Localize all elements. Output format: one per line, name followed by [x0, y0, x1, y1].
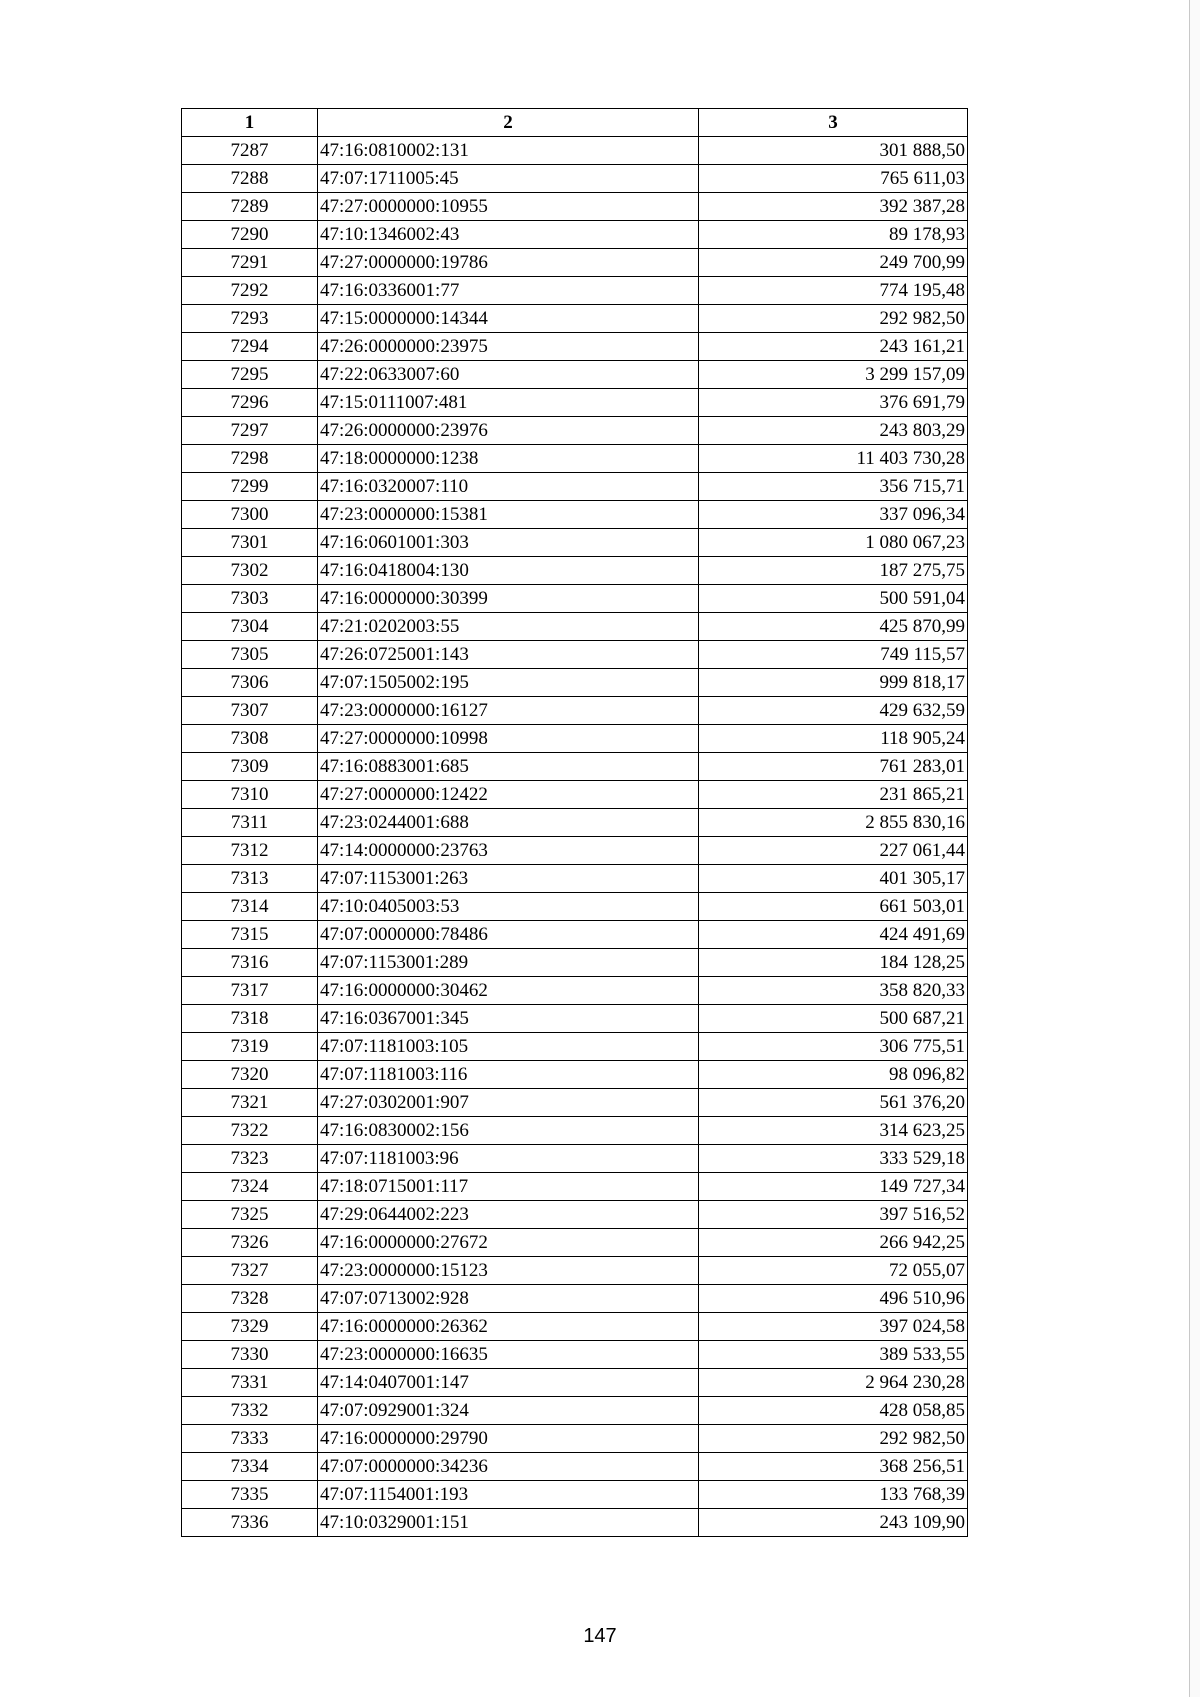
- page-number: 147: [583, 1625, 617, 1647]
- table-row: [182, 501, 968, 529]
- value-cell: 358 820,33: [699, 977, 968, 1005]
- value-cell: 231 865,21: [699, 781, 968, 809]
- value-cell: 243 803,29: [699, 417, 968, 445]
- value-cell: 98 096,82: [699, 1061, 968, 1089]
- table-row: [182, 921, 968, 949]
- table-row: [182, 1061, 968, 1089]
- value-cell: 266 942,25: [699, 1229, 968, 1257]
- cadastral-number-cell: 47:07:1505002:195: [318, 669, 699, 697]
- cadastral-number-cell: 47:16:0367001:345: [318, 1005, 699, 1033]
- row-number-cell: 7310: [182, 781, 318, 809]
- cadastral-number-cell: 47:16:0000000:29790: [318, 1425, 699, 1453]
- table-row: [182, 1005, 968, 1033]
- data-table: [181, 108, 968, 1537]
- row-number-cell: 7297: [182, 417, 318, 445]
- row-number-cell: 7325: [182, 1201, 318, 1229]
- row-number-cell: 7292: [182, 277, 318, 305]
- value-cell: 337 096,34: [699, 501, 968, 529]
- table-row: [182, 585, 968, 613]
- cadastral-number-cell: 47:10:0405003:53: [318, 893, 699, 921]
- table-row: [182, 137, 968, 165]
- value-cell: 301 888,50: [699, 137, 968, 165]
- row-number-cell: 7336: [182, 1509, 318, 1537]
- table-row: [182, 417, 968, 445]
- cadastral-number-cell: 47:07:1181003:105: [318, 1033, 699, 1061]
- table-row: [182, 753, 968, 781]
- value-cell: 424 491,69: [699, 921, 968, 949]
- cadastral-number-cell: 47:16:0000000:27672: [318, 1229, 699, 1257]
- value-cell: 356 715,71: [699, 473, 968, 501]
- row-number-cell: 7306: [182, 669, 318, 697]
- table-row: [182, 193, 968, 221]
- column-header-2: 2: [318, 109, 699, 137]
- row-number-cell: 7304: [182, 613, 318, 641]
- row-number-cell: 7323: [182, 1145, 318, 1173]
- cadastral-number-cell: 47:23:0000000:15381: [318, 501, 699, 529]
- cadastral-number-cell: 47:26:0725001:143: [318, 641, 699, 669]
- cadastral-number-cell: 47:16:0810002:131: [318, 137, 699, 165]
- value-cell: 184 128,25: [699, 949, 968, 977]
- table-row: [182, 473, 968, 501]
- row-number-cell: 7315: [182, 921, 318, 949]
- cadastral-number-cell: 47:23:0000000:16635: [318, 1341, 699, 1369]
- table-row: [182, 865, 968, 893]
- cadastral-number-cell: 47:07:1153001:289: [318, 949, 699, 977]
- table-row: [182, 781, 968, 809]
- table-row: [182, 1425, 968, 1453]
- table-row: [182, 837, 968, 865]
- row-number-cell: 7316: [182, 949, 318, 977]
- cadastral-number-cell: 47:27:0000000:10955: [318, 193, 699, 221]
- value-cell: 749 115,57: [699, 641, 968, 669]
- table-row: [182, 389, 968, 417]
- cadastral-number-cell: 47:07:0000000:34236: [318, 1453, 699, 1481]
- row-number-cell: 7307: [182, 697, 318, 725]
- table-row: [182, 221, 968, 249]
- row-number-cell: 7335: [182, 1481, 318, 1509]
- value-cell: 401 305,17: [699, 865, 968, 893]
- table-row: [182, 1481, 968, 1509]
- cadastral-number-cell: 47:26:0000000:23976: [318, 417, 699, 445]
- value-cell: 292 982,50: [699, 305, 968, 333]
- table-row: [182, 1369, 968, 1397]
- value-cell: 500 687,21: [699, 1005, 968, 1033]
- cadastral-number-cell: 47:15:0000000:14344: [318, 305, 699, 333]
- value-cell: 292 982,50: [699, 1425, 968, 1453]
- cadastral-number-cell: 47:07:0000000:78486: [318, 921, 699, 949]
- row-number-cell: 7331: [182, 1369, 318, 1397]
- row-number-cell: 7313: [182, 865, 318, 893]
- row-number-cell: 7326: [182, 1229, 318, 1257]
- row-number-cell: 7311: [182, 809, 318, 837]
- value-cell: 149 727,34: [699, 1173, 968, 1201]
- row-number-cell: 7289: [182, 193, 318, 221]
- table-row: [182, 361, 968, 389]
- value-cell: 249 700,99: [699, 249, 968, 277]
- row-number-cell: 7300: [182, 501, 318, 529]
- value-cell: 243 161,21: [699, 333, 968, 361]
- row-number-cell: 7305: [182, 641, 318, 669]
- row-number-cell: 7296: [182, 389, 318, 417]
- value-cell: 243 109,90: [699, 1509, 968, 1537]
- table-row: [182, 333, 968, 361]
- value-cell: 3 299 157,09: [699, 361, 968, 389]
- cadastral-number-cell: 47:07:1181003:96: [318, 1145, 699, 1173]
- table-row: [182, 697, 968, 725]
- row-number-cell: 7318: [182, 1005, 318, 1033]
- row-number-cell: 7314: [182, 893, 318, 921]
- table-header-row: [182, 109, 968, 137]
- value-cell: 661 503,01: [699, 893, 968, 921]
- cadastral-number-cell: 47:18:0000000:1238: [318, 445, 699, 473]
- value-cell: 999 818,17: [699, 669, 968, 697]
- row-number-cell: 7321: [182, 1089, 318, 1117]
- table-row: [182, 1285, 968, 1313]
- table-row: [182, 1173, 968, 1201]
- table-row: [182, 669, 968, 697]
- value-cell: 306 775,51: [699, 1033, 968, 1061]
- row-number-cell: 7293: [182, 305, 318, 333]
- table-row: [182, 1089, 968, 1117]
- row-number-cell: 7329: [182, 1313, 318, 1341]
- row-number-cell: 7328: [182, 1285, 318, 1313]
- table-row: [182, 1453, 968, 1481]
- cadastral-number-cell: 47:16:0000000:30399: [318, 585, 699, 613]
- row-number-cell: 7312: [182, 837, 318, 865]
- row-number-cell: 7287: [182, 137, 318, 165]
- row-number-cell: 7295: [182, 361, 318, 389]
- value-cell: 774 195,48: [699, 277, 968, 305]
- row-number-cell: 7303: [182, 585, 318, 613]
- cadastral-number-cell: 47:07:1154001:193: [318, 1481, 699, 1509]
- row-number-cell: 7299: [182, 473, 318, 501]
- table-row: [182, 1201, 968, 1229]
- table-row: [182, 809, 968, 837]
- table-row: [182, 529, 968, 557]
- table-row: [182, 445, 968, 473]
- value-cell: 227 061,44: [699, 837, 968, 865]
- value-cell: 761 283,01: [699, 753, 968, 781]
- value-cell: 496 510,96: [699, 1285, 968, 1313]
- table-row: [182, 1145, 968, 1173]
- value-cell: 314 623,25: [699, 1117, 968, 1145]
- value-cell: 397 024,58: [699, 1313, 968, 1341]
- cadastral-number-cell: 47:07:0713002:928: [318, 1285, 699, 1313]
- value-cell: 2 855 830,16: [699, 809, 968, 837]
- row-number-cell: 7308: [182, 725, 318, 753]
- value-cell: 72 055,07: [699, 1257, 968, 1285]
- value-cell: 428 058,85: [699, 1397, 968, 1425]
- table-row: [182, 1257, 968, 1285]
- cadastral-number-cell: 47:23:0244001:688: [318, 809, 699, 837]
- cadastral-number-cell: 47:16:0830002:156: [318, 1117, 699, 1145]
- row-number-cell: 7319: [182, 1033, 318, 1061]
- row-number-cell: 7327: [182, 1257, 318, 1285]
- table-row: [182, 613, 968, 641]
- column-header-1: 1: [182, 109, 318, 137]
- table-row: [182, 1033, 968, 1061]
- cadastral-number-cell: 47:21:0202003:55: [318, 613, 699, 641]
- value-cell: 500 591,04: [699, 585, 968, 613]
- cadastral-number-cell: 47:16:0000000:30462: [318, 977, 699, 1005]
- cadastral-number-cell: 47:16:0336001:77: [318, 277, 699, 305]
- value-cell: 187 275,75: [699, 557, 968, 585]
- row-number-cell: 7332: [182, 1397, 318, 1425]
- value-cell: 425 870,99: [699, 613, 968, 641]
- table-row: [182, 949, 968, 977]
- table-row: [182, 1313, 968, 1341]
- row-number-cell: 7294: [182, 333, 318, 361]
- table-row: [182, 1509, 968, 1537]
- cadastral-number-cell: 47:16:0601001:303: [318, 529, 699, 557]
- value-cell: 118 905,24: [699, 725, 968, 753]
- row-number-cell: 7288: [182, 165, 318, 193]
- row-number-cell: 7320: [182, 1061, 318, 1089]
- table-row: [182, 977, 968, 1005]
- row-number-cell: 7324: [182, 1173, 318, 1201]
- cadastral-number-cell: 47:16:0418004:130: [318, 557, 699, 585]
- value-cell: 368 256,51: [699, 1453, 968, 1481]
- column-header-3: 3: [699, 109, 968, 137]
- cadastral-number-cell: 47:16:0320007:110: [318, 473, 699, 501]
- row-number-cell: 7290: [182, 221, 318, 249]
- value-cell: 133 768,39: [699, 1481, 968, 1509]
- cadastral-number-cell: 47:15:0111007:481: [318, 389, 699, 417]
- value-cell: 376 691,79: [699, 389, 968, 417]
- value-cell: 429 632,59: [699, 697, 968, 725]
- cadastral-number-cell: 47:22:0633007:60: [318, 361, 699, 389]
- row-number-cell: 7298: [182, 445, 318, 473]
- row-number-cell: 7330: [182, 1341, 318, 1369]
- row-number-cell: 7322: [182, 1117, 318, 1145]
- row-number-cell: 7302: [182, 557, 318, 585]
- cadastral-number-cell: 47:07:1153001:263: [318, 865, 699, 893]
- row-number-cell: 7309: [182, 753, 318, 781]
- cadastral-number-cell: 47:27:0302001:907: [318, 1089, 699, 1117]
- value-cell: 561 376,20: [699, 1089, 968, 1117]
- page-edge: [1189, 0, 1200, 1697]
- table-body: [182, 137, 968, 1537]
- cadastral-number-cell: 47:23:0000000:15123: [318, 1257, 699, 1285]
- row-number-cell: 7301: [182, 529, 318, 557]
- cadastral-number-cell: 47:07:1711005:45: [318, 165, 699, 193]
- value-cell: 2 964 230,28: [699, 1369, 968, 1397]
- table-row: [182, 1117, 968, 1145]
- value-cell: 89 178,93: [699, 221, 968, 249]
- row-number-cell: 7333: [182, 1425, 318, 1453]
- row-number-cell: 7334: [182, 1453, 318, 1481]
- table-row: [182, 1341, 968, 1369]
- table-row: [182, 1397, 968, 1425]
- cadastral-number-cell: 47:27:0000000:10998: [318, 725, 699, 753]
- cadastral-number-cell: 47:27:0000000:19786: [318, 249, 699, 277]
- cadastral-number-cell: 47:14:0000000:23763: [318, 837, 699, 865]
- cadastral-number-cell: 47:18:0715001:117: [318, 1173, 699, 1201]
- row-number-cell: 7317: [182, 977, 318, 1005]
- cadastral-number-cell: 47:14:0407001:147: [318, 1369, 699, 1397]
- cadastral-number-cell: 47:16:0883001:685: [318, 753, 699, 781]
- cadastral-number-cell: 47:27:0000000:12422: [318, 781, 699, 809]
- cadastral-number-cell: 47:10:1346002:43: [318, 221, 699, 249]
- table-row: [182, 893, 968, 921]
- cadastral-number-cell: 47:16:0000000:26362: [318, 1313, 699, 1341]
- value-cell: 397 516,52: [699, 1201, 968, 1229]
- row-number-cell: 7291: [182, 249, 318, 277]
- cadastral-number-cell: 47:26:0000000:23975: [318, 333, 699, 361]
- table-row: [182, 1229, 968, 1257]
- table-row: [182, 249, 968, 277]
- table-row: [182, 277, 968, 305]
- value-cell: 11 403 730,28: [699, 445, 968, 473]
- value-cell: 392 387,28: [699, 193, 968, 221]
- value-cell: 333 529,18: [699, 1145, 968, 1173]
- table-row: [182, 165, 968, 193]
- cadastral-number-cell: 47:23:0000000:16127: [318, 697, 699, 725]
- value-cell: 389 533,55: [699, 1341, 968, 1369]
- cadastral-number-cell: 47:07:1181003:116: [318, 1061, 699, 1089]
- cadastral-number-cell: 47:10:0329001:151: [318, 1509, 699, 1537]
- table-row: [182, 641, 968, 669]
- cadastral-number-cell: 47:29:0644002:223: [318, 1201, 699, 1229]
- table-row: [182, 557, 968, 585]
- cadastral-number-cell: 47:07:0929001:324: [318, 1397, 699, 1425]
- value-cell: 1 080 067,23: [699, 529, 968, 557]
- value-cell: 765 611,03: [699, 165, 968, 193]
- table-row: [182, 305, 968, 333]
- table-row: [182, 725, 968, 753]
